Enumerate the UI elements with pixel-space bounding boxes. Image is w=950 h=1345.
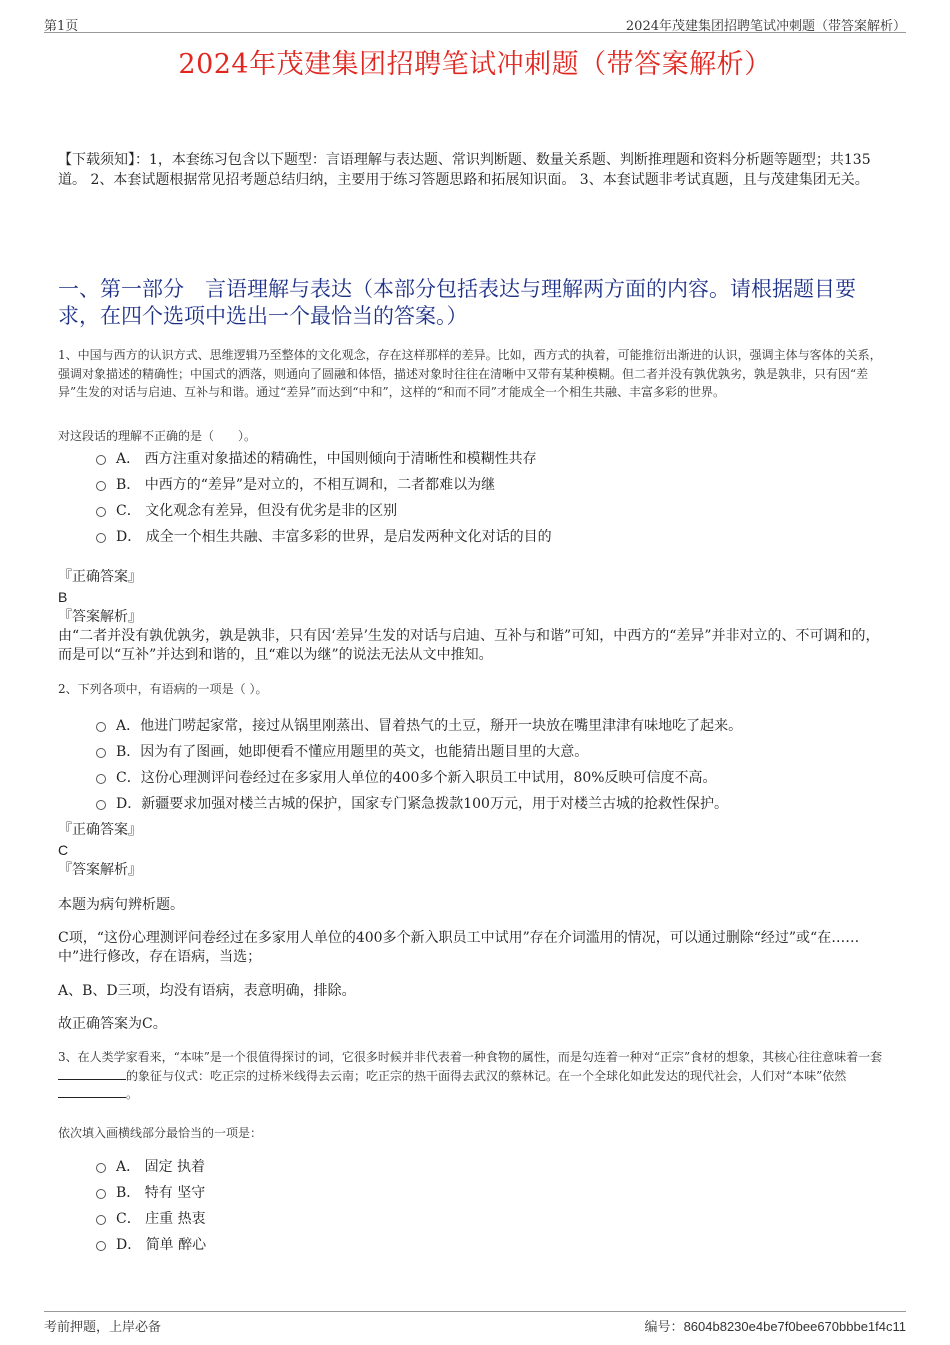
radio-icon[interactable] bbox=[96, 1241, 106, 1251]
radio-icon[interactable] bbox=[96, 722, 106, 732]
radio-icon[interactable] bbox=[96, 533, 106, 543]
analysis-label: 『答案解析』 bbox=[58, 609, 142, 625]
footer-slogan: 考前押题，上岸必备 bbox=[44, 1320, 162, 1335]
radio-icon[interactable] bbox=[96, 1215, 106, 1225]
answer-value: C bbox=[58, 842, 69, 858]
fill-blank-1 bbox=[58, 1067, 126, 1080]
option-a[interactable]: A．他进门唠起家常，接过从锅里刚蒸出、冒着热气的土豆，掰开一块放在嘴里津津有味地吃了起来。 bbox=[96, 713, 742, 739]
radio-icon[interactable] bbox=[96, 507, 106, 517]
page-number: 第1页 bbox=[44, 19, 79, 34]
option-a[interactable]: A． 西方注重对象描述的精确性，中国则倾向于清晰性和模糊性共存 bbox=[96, 446, 552, 472]
radio-icon[interactable] bbox=[96, 800, 106, 810]
fill-blank-2 bbox=[58, 1085, 126, 1098]
answer-label: 『正确答案』 bbox=[58, 822, 142, 838]
question-1-ask: 对这段话的理解不正确的是（ ）。 bbox=[58, 429, 257, 443]
header-doc-title: 2024年茂建集团招聘笔试冲刺题（带答案解析） bbox=[625, 19, 906, 34]
option-c[interactable]: C．这份心理测评问卷经过在多家用人单位的400多个新入职员工中试用，80%反映可信度不高。 bbox=[96, 765, 742, 791]
radio-icon[interactable] bbox=[96, 1163, 106, 1173]
question-3-options bbox=[96, 1154, 206, 1258]
download-notice: 【下载须知】：1，本套练习包含以下题型：言语理解与表达题、常识判断题、数量关系题、判断推理题和资料分析题等题型；共135道。 2、本套试题根据常见招考题总结归纳，主要用于练习答题思路和拓展知识面。 3、本套试题非考试真题，且与茂建集团无关。 bbox=[58, 152, 871, 188]
radio-icon[interactable] bbox=[96, 774, 106, 784]
option-d[interactable]: D． 简单 醉心 bbox=[96, 1232, 206, 1258]
section-heading: 一、第一部分 言语理解与表达（本部分包括表达与理解两方面的内容。请根据题目要求，在四个选项中选出一个最恰当的答案。） bbox=[58, 277, 856, 328]
analysis-line: 故正确答案为C。 bbox=[58, 1016, 167, 1032]
radio-icon[interactable] bbox=[96, 1189, 106, 1199]
option-a[interactable]: A． 固定 执着 bbox=[96, 1154, 206, 1180]
radio-icon[interactable] bbox=[96, 455, 106, 465]
option-b[interactable]: B． 特有 坚守 bbox=[96, 1180, 206, 1206]
option-b[interactable]: B． 中西方的“差异”是对立的，不相互调和，二者都难以为继 bbox=[96, 472, 552, 498]
page-footer bbox=[44, 1311, 906, 1336]
question-3-stem: 3、在人类学家看来，“本味”是一个很值得探讨的词，它很多时候并非代表着一种食物的属性，而是勾连着一种对“正宗”食材的想象，其核心往往意味着一套的象征与仪式：吃正宗的过桥米线得去云南；吃正宗的热干面得去武汉的蔡林记。在一个全球化如此发达的现代社会，人们对“本味”依然。 bbox=[58, 1050, 883, 1101]
option-b[interactable]: B．因为有了图画，她即便看不懂应用题里的英文，也能猜出题目里的大意。 bbox=[96, 739, 742, 765]
answer-value: B bbox=[58, 589, 68, 605]
analysis-line: C项，“这份心理测评问卷经过在多家用人单位的400多个新入职员工中试用”存在介词滥用的情况，可以通过删除“经过”或“在……中”进行修改，存在语病，当选； bbox=[58, 930, 860, 965]
analysis-line: A、B、D三项，均没有语病，表意明确，排除。 bbox=[58, 983, 356, 999]
page-header bbox=[44, 12, 906, 33]
analysis-line: 本题为病句辨析题。 bbox=[58, 897, 184, 913]
question-1-stem: 1、中国与西方的认识方式、思维逻辑乃至整体的文化观念，存在这样那样的差异。比如，西方式的执着，可能推衍出渐进的认识，强调主体与客体的关系，强调对象描述的精确性；中国式的洒落，则通向了圆融和体悟，描述对象时往往在清晰中又带有某种模糊。但二者并没有孰优孰劣，孰是孰非，只有因“差异”生发的对话与启迪、互补与和谐。通过“差异”而达到“中和”，这样的“和而不同”才能成全一个相生共融、丰富多彩的世界。 bbox=[58, 348, 882, 399]
document-title: 2024年茂建集团招聘笔试冲刺题（带答案解析） bbox=[178, 49, 772, 80]
radio-icon[interactable] bbox=[96, 481, 106, 491]
analysis-text: 由“二者并没有孰优孰劣，孰是孰非，只有因‘差异’生发的对话与启迪、互补与和谐”可知，中西方的“差异”并非对立的、不可调和的，而是可以“互补”并达到和谐的，且“难以为继”的说法无法从文中推知。 bbox=[58, 628, 880, 663]
document-code: 编号：8604b8230e4be7f0bee670bbbe1f4c11 bbox=[644, 1319, 906, 1335]
option-d[interactable]: D．新疆要求加强对楼兰古城的保护，国家专门紧急拨款100万元，用于对楼兰古城的抢救性保护。 bbox=[96, 791, 742, 817]
answer-label: 『正确答案』 bbox=[58, 569, 142, 585]
option-d[interactable]: D． 成全一个相生共融、丰富多彩的世界，是启发两种文化对话的目的 bbox=[96, 524, 552, 550]
option-c[interactable]: C． 文化观念有差异，但没有优劣是非的区别 bbox=[96, 498, 552, 524]
question-3-ask: 依次填入画横线部分最恰当的一项是： bbox=[58, 1126, 263, 1140]
question-2-stem: 2、下列各项中，有语病的一项是（ ）。 bbox=[58, 682, 268, 696]
question-1-options bbox=[96, 446, 552, 550]
analysis-label: 『答案解析』 bbox=[58, 862, 142, 878]
question-2-options bbox=[96, 713, 742, 817]
radio-icon[interactable] bbox=[96, 748, 106, 758]
option-c[interactable]: C． 庄重 热衷 bbox=[96, 1206, 206, 1232]
